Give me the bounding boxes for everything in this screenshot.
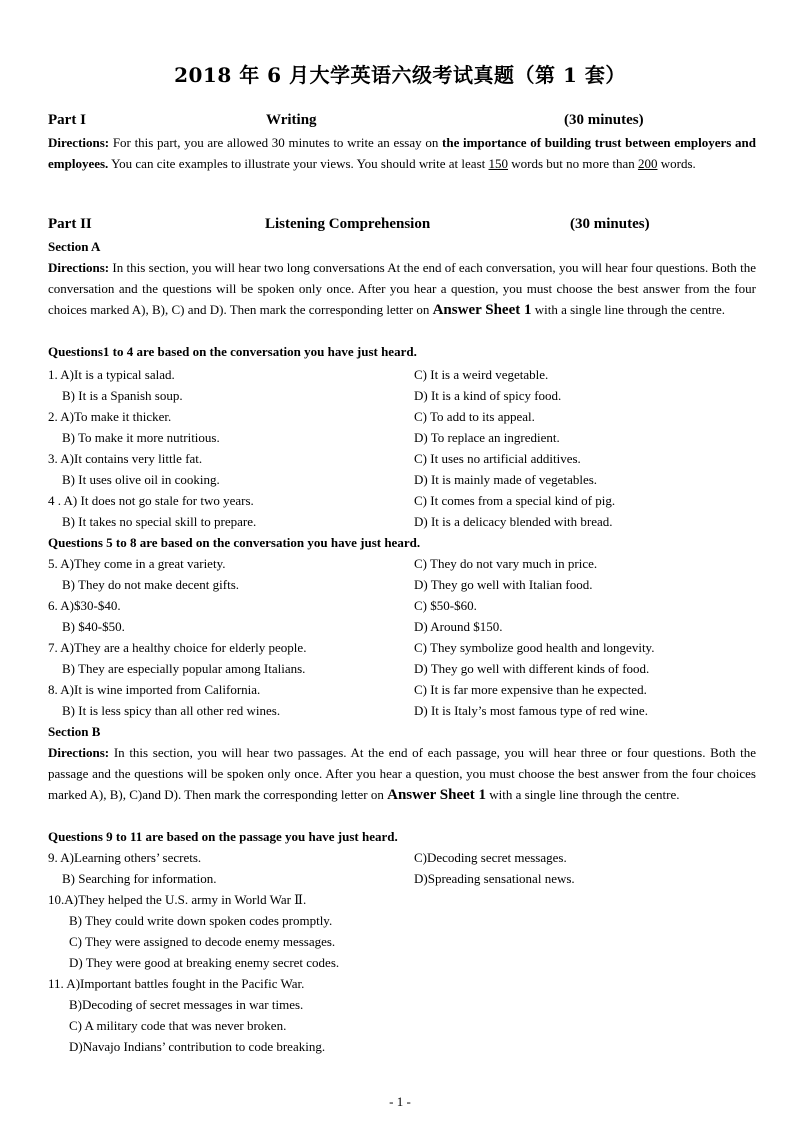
page-title: 2018 年 6 月大学英语六级考试真题（第 1 套） [174, 63, 626, 87]
directions-text: You can cite examples to illustrate your views. You should write at least [108, 156, 489, 171]
q1-option-c: C) It is a weird vegetable. [414, 367, 549, 382]
min-words: 150 [488, 156, 508, 171]
directions-label: Directions: [48, 260, 110, 275]
q11-option-b: B)Decoding of secret messages in war times. [69, 997, 304, 1012]
q11-option-a: 11. A)Important battles fought in the Pacific War. [48, 976, 305, 991]
questions-9-11-heading: Questions 9 to 11 are based on the passage you have just heard. [48, 829, 398, 844]
q9-option-c: C)Decoding secret messages. [414, 850, 567, 865]
q6-option-b: B) $40-$50. [62, 619, 125, 634]
directions-text: For this part, you are allowed 30 minutes to write an essay on [109, 135, 443, 150]
part2-time: (30 minutes) [570, 216, 650, 232]
q9-option-d: D)Spreading sensational news. [414, 871, 575, 886]
answer-sheet-label: Answer Sheet 1 [387, 787, 487, 803]
q1-option-b: B) It is a Spanish soup. [62, 388, 183, 403]
part1-label: Part I [48, 112, 86, 128]
q1-option-a: 1. A)It is a typical salad. [48, 367, 175, 382]
directions-label: Directions: [48, 135, 110, 150]
q1-option-d: D) It is a kind of spicy food. [414, 388, 562, 403]
q6-option-d: D) Around $150. [414, 619, 503, 634]
q10-option-c: C) They were assigned to decode enemy messages. [69, 934, 336, 949]
q3-option-b: B) It uses olive oil in cooking. [62, 472, 220, 487]
directions-text: words. [657, 156, 696, 171]
directions-text: In this section, you will hear two long conversations At the end of each conversation, you will hear four questions. Both the conversation and the questions will be spoken only once. After you hear a question, you must choose the best answer from the four choices marked A), B), C) and D). Then mark the corresponding letter on [48, 260, 756, 317]
part1-title: Writing [266, 112, 317, 128]
q5-option-a: 5. A)They come in a great variety. [48, 556, 226, 571]
questions-5-8-heading: Questions 5 to 8 are based on the conversation you have just heard. [48, 535, 421, 550]
answer-sheet-label: Answer Sheet 1 [432, 302, 532, 318]
directions-text: words but no more than [508, 156, 638, 171]
q9-option-a: 9. A)Learning others’ secrets. [48, 850, 202, 865]
q3-option-d: D) It is mainly made of vegetables. [414, 472, 598, 487]
q5-option-c: C) They do not vary much in price. [414, 556, 598, 571]
part1-time: (30 minutes) [564, 112, 644, 128]
q2-option-c: C) To add to its appeal. [414, 409, 535, 424]
directions-label: Directions: [48, 745, 110, 760]
max-words: 200 [637, 156, 658, 171]
q4-option-c: C) It comes from a special kind of pig. [414, 493, 616, 508]
q10-option-d: D) They were good at breaking enemy secret codes. [69, 955, 340, 970]
q4-option-d: D) It is a delicacy blended with bread. [414, 514, 613, 529]
q7-option-d: D) They go well with different kinds of food. [414, 661, 650, 676]
q8-option-c: C) It is far more expensive than he expected. [414, 682, 647, 697]
q5-option-b: B) They do not make decent gifts. [62, 577, 240, 592]
section-b-directions [48, 742, 756, 806]
part2-title: Listening Comprehension [265, 216, 431, 232]
q2-option-b: B) To make it more nutritious. [62, 430, 220, 445]
directions-text: In this section, you will hear two passages. At the end of each passage, you will hear three or four questions. Both the passage and the questions will be spoken only once. After you hear a question, you must choose the best answer from the four choices marked A), B), C)and D). Then mark the corresponding letter on [48, 745, 756, 802]
questions-1-4-heading: Questions1 to 4 are based on the conversation you have just heard. [48, 344, 417, 359]
q5-option-d: D) They go well with Italian food. [414, 577, 593, 592]
q4-option-b: B) It takes no special skill to prepare. [62, 514, 257, 529]
q4-option-a: 4 . A) It does not go stale for two years. [48, 493, 254, 508]
q7-option-b: B) They are especially popular among Italians. [62, 661, 306, 676]
page-number: - 1 - [389, 1094, 411, 1109]
directions-text: with a single line through the centre. [531, 302, 725, 317]
part1-header [48, 112, 756, 134]
q7-option-a: 7. A)They are a healthy choice for elderly people. [48, 640, 307, 655]
q8-option-a: 8. A)It is wine imported from California. [48, 682, 261, 697]
q2-option-a: 2. A)To make it thicker. [48, 409, 172, 424]
q9-option-b: B) Searching for information. [62, 871, 217, 886]
q8-option-d: D) It is Italy’s most famous type of red wine. [414, 703, 648, 718]
q8-option-b: B) It is less spicy than all other red wines. [62, 703, 281, 718]
directions-text: with a single line through the centre. [486, 787, 680, 802]
q7-option-c: C) They symbolize good health and longevity. [414, 640, 655, 655]
q2-option-d: D) To replace an ingredient. [414, 430, 560, 445]
q3-option-c: C) It uses no artificial additives. [414, 451, 581, 466]
q6-option-a: 6. A)$30-$40. [48, 598, 121, 613]
section-b-heading: Section B [48, 724, 101, 739]
part2-header [48, 216, 756, 238]
q6-option-c: C) $50-$60. [414, 598, 477, 613]
q10-option-a: 10.A)They helped the U.S. army in World War Ⅱ. [48, 892, 307, 907]
essay-topic: the importance of building trust between employers and employees. [48, 135, 756, 171]
section-a-directions [48, 257, 756, 321]
q11-option-c: C) A military code that was never broken. [69, 1018, 287, 1033]
part2-label: Part II [48, 216, 92, 232]
part1-directions [48, 132, 756, 174]
q11-option-d: D)Navajo Indians’ contribution to code breaking. [69, 1039, 326, 1054]
q10-option-b: B) They could write down spoken codes promptly. [69, 913, 333, 928]
section-a-heading: Section A [48, 239, 101, 254]
q3-option-a: 3. A)It contains very little fat. [48, 451, 203, 466]
